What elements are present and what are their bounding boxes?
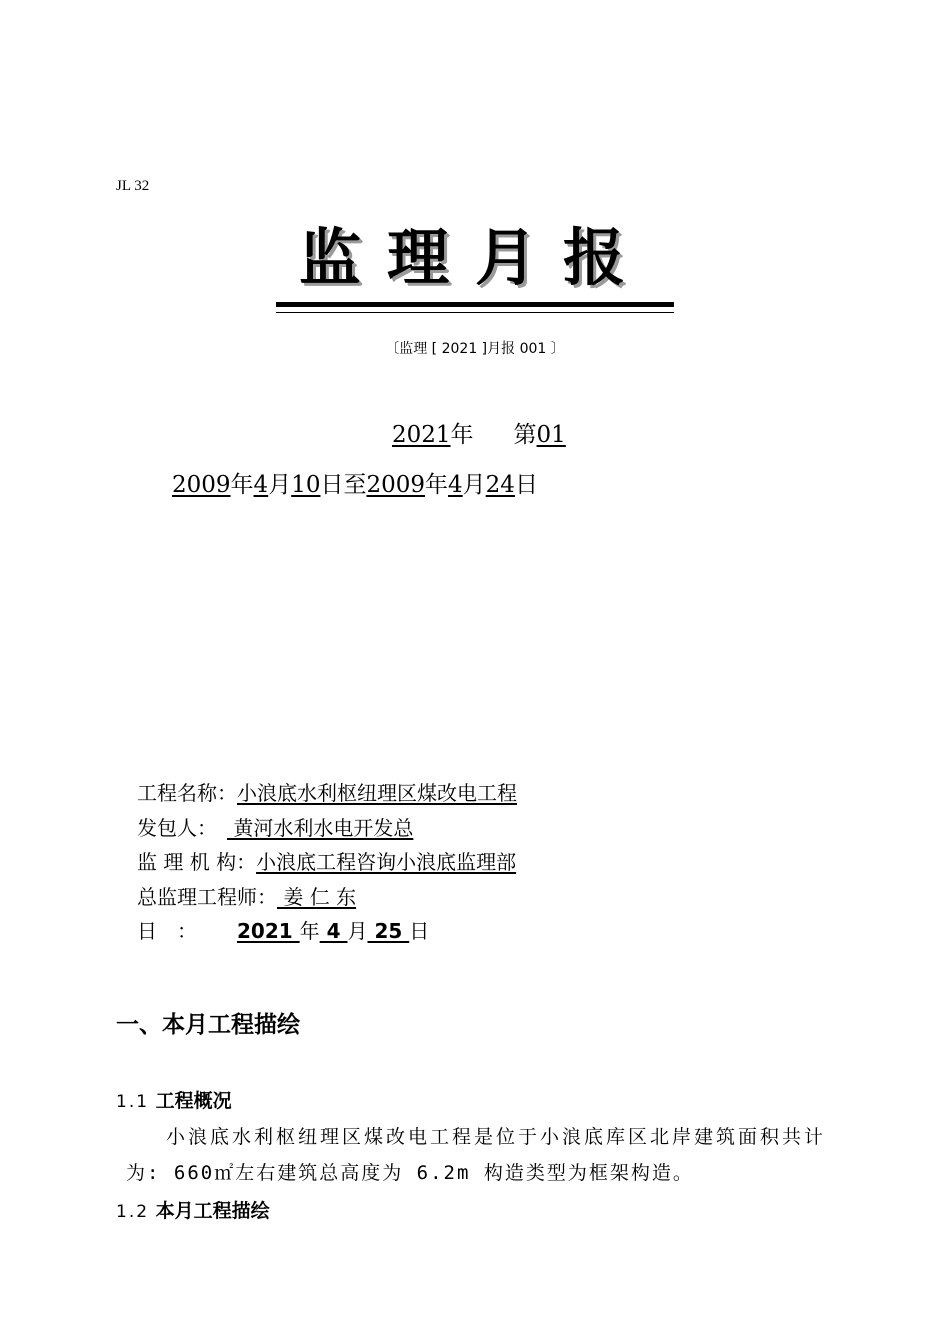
report-date-month-unit: 月 <box>347 919 368 943</box>
report-number: 〔监理 [ 2021 ]月报 001 〕 <box>385 341 565 357</box>
report-date-label: 日 ： <box>137 919 197 943</box>
start-month-unit: 月 <box>268 472 292 498</box>
project-name-label: 工程名称： <box>137 781 237 805</box>
employer-label: 发包人： <box>137 815 217 840</box>
end-year-unit: 年 <box>425 472 449 498</box>
period-line <box>392 416 566 449</box>
employer-value: 黄河水利水电开发总 <box>227 815 414 840</box>
project-info <box>137 776 517 949</box>
title-rule-thin <box>276 312 674 313</box>
subsection-number: 1.2 <box>116 1202 150 1222</box>
end-day: 24 <box>485 472 515 498</box>
chief-engineer-row <box>137 880 517 915</box>
title-rule-thick <box>276 302 674 307</box>
end-month: 4 <box>448 472 463 498</box>
period-year: 2021 <box>392 422 451 448</box>
agency-row <box>137 845 517 880</box>
end-month-unit: 月 <box>462 472 486 498</box>
start-day: 10 <box>291 472 321 498</box>
start-year-unit: 年 <box>230 472 254 498</box>
employer-row <box>137 811 517 846</box>
issue-number: 01 <box>536 422 566 448</box>
subsection-heading-monthly <box>116 1196 270 1223</box>
overview-paragraph-line2: 为: 660㎡左右建筑总高度为 6.2m 构造类型为框架构造。 <box>126 1162 694 1184</box>
overview-paragraph-line1: 小浪底水利枢纽理区煤改电工程是位于小浪底库区北岸建筑面积共计 <box>166 1126 827 1148</box>
chief-engineer-label: 总监理工程师： <box>137 884 277 909</box>
form-code: JL 32 <box>116 178 150 194</box>
issue-prefix: 第 <box>513 422 537 448</box>
agency-label: 监 理 机 构： <box>137 850 257 874</box>
report-date-year: 2021 <box>237 919 300 943</box>
period-year-unit: 年 <box>450 422 474 448</box>
section-heading: 一、本月工程描绘 <box>116 1012 300 1038</box>
document-title: 监理月报 <box>298 221 651 294</box>
project-name-value: 小浪底水利枢纽理区煤改电工程 <box>237 781 517 805</box>
report-date-day-unit: 日 <box>409 919 430 943</box>
end-year: 2009 <box>366 472 426 498</box>
report-date-row <box>137 914 517 949</box>
start-day-unit: 日 <box>320 472 344 498</box>
subsection-title: 工程概况 <box>155 1090 232 1112</box>
start-year: 2009 <box>172 472 231 498</box>
report-date-year-unit: 年 <box>299 919 320 943</box>
agency-value: 小浪底工程咨询小浪底监理部 <box>256 850 517 874</box>
date-range-line <box>172 466 538 499</box>
subsection-number: 1.1 <box>116 1092 150 1112</box>
subsection-title: 本月工程描绘 <box>155 1200 270 1222</box>
start-month: 4 <box>253 472 269 498</box>
report-date-day: 25 <box>367 919 410 943</box>
chief-engineer-value: 姜 仁 东 <box>277 884 357 909</box>
end-day-unit: 日 <box>514 472 538 498</box>
report-date-month: 4 <box>319 919 348 943</box>
subsection-heading-overview <box>116 1086 232 1113</box>
range-to: 至 <box>343 472 367 498</box>
project-name-row <box>137 776 517 811</box>
